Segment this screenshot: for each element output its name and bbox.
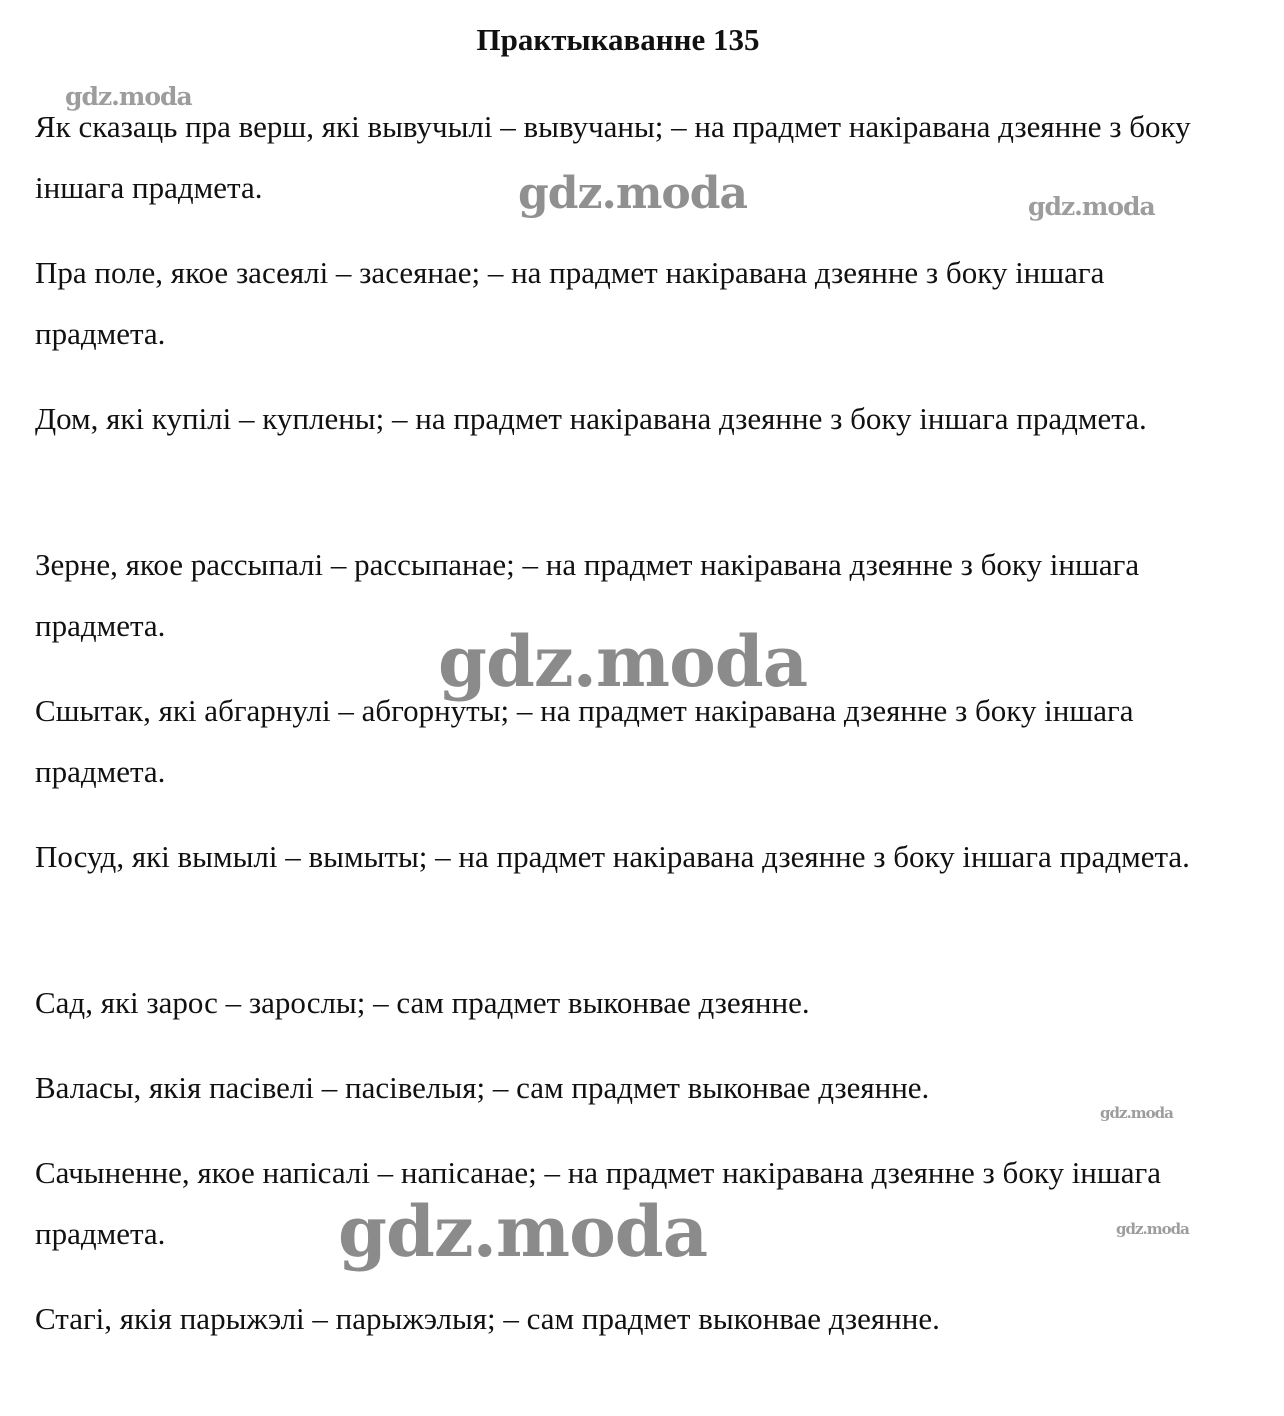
watermark-logo: gdz.moda	[1116, 1220, 1189, 1238]
watermark-logo: gdz.moda	[65, 82, 192, 111]
watermark-logo: gdz.moda	[518, 168, 748, 219]
watermark-logo: gdz.moda	[1100, 1104, 1173, 1122]
paragraph-6: Посуд, які вымылі – вымыты; – на прадмет накіравана дзеянне з боку іншага прадмета.	[35, 839, 1190, 874]
paragraph-9: Сачыненне, якое напісалі – напісанае; – на прадмет накіравана дзеянне з боку іншага прадмета.	[35, 1155, 1162, 1251]
paragraph-1: Як сказаць пра верш, які вывучылі – вывучаны; – на прадмет накіравана дзеянне з боку іншага прадмета.	[35, 109, 1191, 205]
paragraph-3: Дом, які купілі – куплены; – на прадмет накіравана дзеянне з боку іншага прадмета.	[35, 401, 1147, 436]
page-title: Практыкаванне 135	[476, 22, 760, 57]
paragraph-5: Сшытак, які абгарнулі – абгорнуты; – на прадмет накіравана дзеянне з боку іншага прадмета.	[35, 693, 1134, 789]
watermark-logo: gdz.moda	[338, 1190, 708, 1273]
paragraph-8: Валасы, якія пасівелі – пасівелыя; – сам прадмет выконвае дзеянне.	[35, 1070, 930, 1105]
watermark-logo: gdz.moda	[1028, 192, 1155, 221]
paragraph-4: Зерне, якое рассыпалі – рассыпанае; – на прадмет накіравана дзеянне з боку іншага прадмета.	[35, 547, 1140, 643]
paragraph-7: Сад, які зарос – зарослы; – сам прадмет выконвае дзеянне.	[35, 985, 810, 1020]
paragraph-10: Стагі, якія парыжэлі – парыжэлыя; – сам прадмет выконвае дзеянне.	[35, 1301, 940, 1336]
watermark-logo: gdz.moda	[438, 620, 808, 703]
paragraph-2: Пра поле, якое засеялі – засеянае; – на прадмет накіравана дзеянне з боку іншага прадмета.	[35, 255, 1105, 351]
